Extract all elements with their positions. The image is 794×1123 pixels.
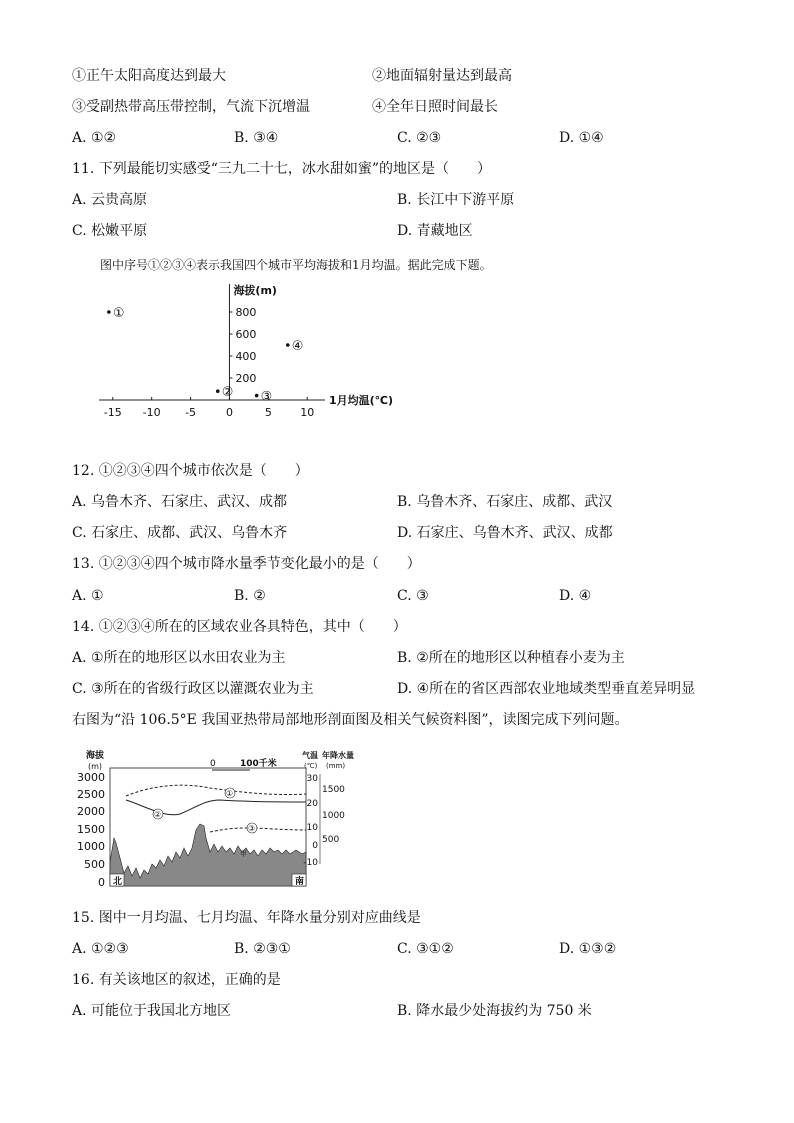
x-tick-label: 10 bbox=[300, 406, 315, 419]
north-label: 北 bbox=[113, 877, 123, 887]
elev-tick: 3000 bbox=[77, 771, 105, 784]
x-axis-label: 1月均温(℃) bbox=[329, 394, 394, 407]
precip-axis-unit: (mm) bbox=[326, 762, 346, 770]
q13-option-a[interactable]: A. ① bbox=[72, 588, 104, 604]
data-point-1 bbox=[107, 310, 111, 314]
q14-option-a[interactable]: A. ①所在的地形区以水田农业为主 bbox=[72, 650, 286, 666]
y-tick-label: 200 bbox=[235, 372, 257, 385]
q10-option-c[interactable]: C. ②③ bbox=[397, 130, 442, 146]
q15-stem: 15. 图中一月均温、七月均温、年降水量分别对应曲线是 bbox=[72, 910, 421, 926]
y-tick-label: 600 bbox=[235, 328, 257, 341]
scale-zero: 0 bbox=[210, 759, 216, 769]
q11-option-c[interactable]: C. 松嫩平原 bbox=[72, 223, 148, 239]
q12-option-c[interactable]: C. 石家庄、成都、武汉、乌鲁木齐 bbox=[72, 525, 288, 541]
y-axis-label: 海拔(m) bbox=[233, 284, 277, 297]
data-point-3 bbox=[255, 394, 259, 398]
q10-statement-2: ②地面辐射量达到最高 bbox=[372, 68, 512, 84]
terrain-profile-figure bbox=[70, 748, 354, 893]
temp-axis-title: 气温 bbox=[302, 751, 318, 760]
terrain-profile bbox=[110, 824, 306, 886]
q16-option-b[interactable]: B. 降水最少处海拔约为 750 米 bbox=[397, 1003, 592, 1019]
elev-axis-unit: (m) bbox=[88, 762, 103, 771]
q10-option-a[interactable]: A. ①② bbox=[72, 130, 117, 146]
q12-option-b[interactable]: B. 乌鲁木齐、石家庄、成都、武汉 bbox=[397, 494, 613, 510]
q14-option-b[interactable]: B. ②所在的地形区以种植春小麦为主 bbox=[397, 650, 625, 666]
q11-option-b[interactable]: B. 长江中下游平原 bbox=[397, 192, 515, 208]
x-tick-label: 0 bbox=[225, 406, 233, 419]
q10-option-d[interactable]: D. ①④ bbox=[559, 130, 604, 146]
elev-tick: 1500 bbox=[77, 823, 105, 836]
data-point-4 bbox=[286, 343, 290, 347]
q12-option-a[interactable]: A. 乌鲁木齐、石家庄、武汉、成都 bbox=[72, 494, 288, 510]
q13-option-d[interactable]: D. ④ bbox=[559, 588, 592, 604]
q10-statement-3: ③受副热带高压带控制，气流下沉增温 bbox=[72, 99, 310, 115]
q14-option-d[interactable]: D. ④所在的省区西部农业地域类型垂直差异明显 bbox=[397, 681, 696, 697]
elev-tick: 2000 bbox=[77, 805, 105, 818]
data-point-label-3: ③ bbox=[260, 389, 273, 405]
temp-tick: -10 bbox=[303, 858, 318, 868]
elev-tick: 500 bbox=[84, 858, 105, 871]
q16-option-a[interactable]: A. 可能位于我国北方地区 bbox=[72, 1003, 232, 1019]
q12-option-d[interactable]: D. 石家庄、乌鲁木齐、武汉、成都 bbox=[397, 525, 613, 541]
q12-stem: 12. ①②③④四个城市依次是（ ） bbox=[72, 463, 309, 479]
precip-tick: 1500 bbox=[322, 785, 345, 795]
x-tick-label: -10 bbox=[142, 406, 161, 419]
x-tick-label: -15 bbox=[103, 406, 122, 419]
data-point-label-1: ① bbox=[112, 306, 125, 321]
q11-option-d[interactable]: D. 青藏地区 bbox=[397, 223, 473, 239]
q10-option-b[interactable]: B. ③④ bbox=[234, 130, 279, 146]
q15-option-b[interactable]: B. ②③① bbox=[234, 941, 291, 957]
precip-tick: 1000 bbox=[322, 811, 345, 821]
q13-option-b[interactable]: B. ② bbox=[234, 588, 266, 604]
y-tick-label: 400 bbox=[235, 350, 257, 363]
q15-option-a[interactable]: A. ①②③ bbox=[72, 941, 129, 957]
curve-label-2: ② bbox=[154, 810, 162, 819]
elev-tick: 0 bbox=[98, 876, 105, 889]
scatter-chart bbox=[95, 280, 415, 420]
q13-option-c[interactable]: C. ③ bbox=[397, 588, 429, 604]
q11-option-a[interactable]: A. 云贵高原 bbox=[72, 192, 148, 208]
temp-tick: 10 bbox=[306, 823, 318, 833]
curve-label-1: ① bbox=[226, 789, 234, 798]
q15-option-d[interactable]: D. ①③② bbox=[559, 941, 617, 957]
y-tick-label: 800 bbox=[235, 306, 257, 319]
q10-statement-4: ④全年日照时间最长 bbox=[372, 99, 498, 115]
q14-stem: 14. ①②③④所在的区域农业各具特色，其中（ ） bbox=[72, 619, 407, 635]
q10-statement-1: ①正午太阳高度达到最大 bbox=[72, 68, 226, 84]
q11-stem: 11. 下列最能切实感受“三九二十七，冰水甜如蜜”的地区是（ ） bbox=[72, 161, 492, 177]
q16-stem: 16. 有关该地区的叙述，正确的是 bbox=[72, 972, 281, 988]
temp-tick: 30 bbox=[306, 774, 318, 784]
place-label-jia: 甲 bbox=[240, 850, 247, 858]
curve-label-3: ③ bbox=[248, 824, 256, 833]
data-point-label-4: ④ bbox=[291, 339, 304, 354]
precip-tick: 500 bbox=[322, 835, 340, 845]
chart-intro: 图中序号①②③④表示我国四个城市平均海拔和1月均温。据此完成下题。 bbox=[100, 258, 492, 272]
south-label: 南 bbox=[295, 877, 305, 887]
elev-tick: 1000 bbox=[77, 840, 105, 853]
profile-intro: 右图为“沿 106.5°E 我国亚热带局部地形剖面图及相关气候资料图”，读图完成下列问题。 bbox=[72, 712, 629, 728]
x-tick-label: 5 bbox=[264, 406, 272, 419]
data-point-label-2: ② bbox=[221, 385, 234, 401]
temp-axis-unit: (℃) bbox=[304, 762, 318, 770]
data-point-2 bbox=[216, 389, 220, 393]
curve-3 bbox=[210, 828, 306, 832]
precip-axis-title: 年降水量 bbox=[322, 751, 354, 760]
temp-tick: 20 bbox=[306, 799, 318, 809]
elev-tick: 2500 bbox=[77, 788, 105, 801]
q14-option-c[interactable]: C. ③所在的省级行政区以灌溉农业为主 bbox=[72, 681, 314, 697]
elev-axis-title: 海拔 bbox=[86, 751, 105, 761]
x-tick-label: -5 bbox=[185, 406, 197, 419]
q15-option-c[interactable]: C. ③①② bbox=[397, 941, 454, 957]
temp-tick: 0 bbox=[312, 841, 318, 851]
scale-label: 100千米 bbox=[240, 759, 277, 769]
q13-stem: 13. ①②③④四个城市降水量季节变化最小的是（ ） bbox=[72, 556, 421, 572]
curve-1 bbox=[126, 785, 306, 796]
